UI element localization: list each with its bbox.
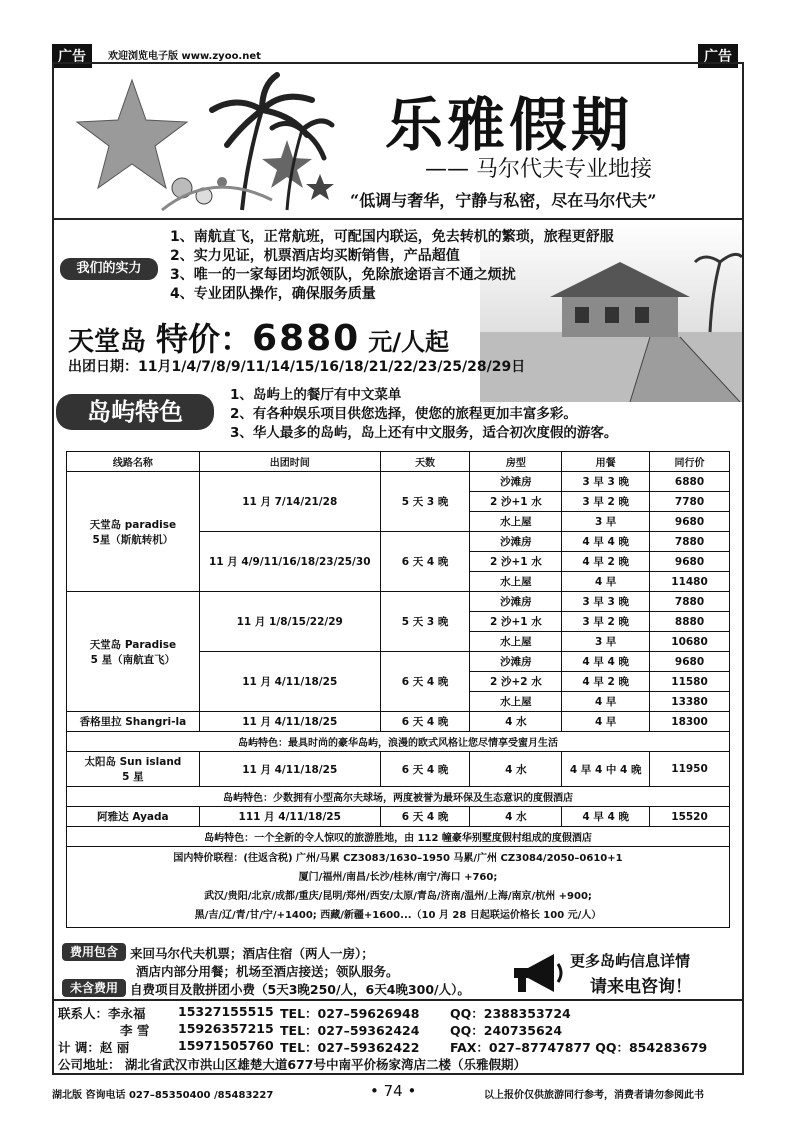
promo-line-2: 请来电咨询！	[590, 977, 692, 997]
contact-row	[58, 1004, 742, 1021]
meal-cell: 3 早 2 晚	[562, 492, 650, 512]
table-header-row	[67, 452, 730, 472]
route-name: 天堂岛 Paradise 5 星（南航直飞）	[67, 592, 200, 712]
fees-exclude-tag: 未含费用	[62, 979, 126, 997]
meal-cell: 4 早	[562, 712, 650, 732]
contact-person: 联系人：李永福	[58, 1006, 146, 1021]
price-cell: 7880	[650, 592, 730, 612]
contact-block	[58, 1004, 742, 1072]
strength-list	[170, 228, 730, 304]
offer-island: 天堂岛	[68, 327, 147, 357]
offer-special: 特价：	[156, 320, 253, 358]
table-row	[67, 807, 730, 827]
days-cell: 6 天 4 晚	[380, 532, 470, 592]
room-cell: 水上屋	[470, 692, 562, 712]
megaphone-icon	[506, 950, 566, 996]
room-cell: 水上屋	[470, 572, 562, 592]
ad-label-left: 广告	[52, 44, 92, 68]
departure-cell: 11 月 4/11/18/25	[199, 712, 380, 732]
price-cell: 8880	[650, 612, 730, 632]
price-cell: 9680	[650, 512, 730, 532]
price-cell: 18300	[650, 712, 730, 732]
price-offer	[68, 314, 449, 360]
contact-fax-qq: FAX：027–87747877 QQ：854283679	[450, 1040, 708, 1055]
room-cell: 沙滩房	[470, 532, 562, 552]
meal-cell: 4 早 4 晚	[562, 652, 650, 672]
column-header: 同行价	[650, 452, 730, 472]
contact-mobile: 15926357215	[178, 1021, 274, 1036]
price-cell: 9680	[650, 652, 730, 672]
contact-tel: TEL：027–59362424	[280, 1023, 420, 1038]
page-number: • 74 •	[370, 1082, 417, 1100]
domestic-line: 武汉/贵阳/北京/成都/重庆/昆明/郑州/西安/太原/青岛/济南/温州/上海/南京/杭州 +900;	[204, 891, 592, 902]
domestic-connection-row	[67, 847, 730, 928]
meal-cell: 3 早	[562, 632, 650, 652]
room-cell: 沙滩房	[470, 472, 562, 492]
departure-cell: 11 月 4/11/18/25	[199, 752, 380, 787]
table-note-row	[67, 732, 730, 752]
price-cell: 10680	[650, 632, 730, 652]
contact-qq: QQ：2388353724	[450, 1006, 571, 1021]
contact-row	[58, 1038, 742, 1055]
feature-item: 3、华人最多的岛屿，岛上还有中文服务，适合初次度假的游客。	[230, 425, 618, 441]
room-cell: 2 沙+1 水	[470, 552, 562, 572]
meal-cell: 4 早 2 晚	[562, 552, 650, 572]
meal-cell: 3 早 2 晚	[562, 612, 650, 632]
room-cell: 4 水	[470, 752, 562, 787]
strength-tag: 我们的实力	[60, 258, 158, 280]
departure-dates: 出团日期：11月1/4/7/8/9/11/14/15/16/18/21/22/23/25/28/29日	[68, 359, 526, 375]
meal-cell: 3 早 3 晚	[562, 592, 650, 612]
fees-include-text: 来回马尔代夫机票；酒店住宿（两人一房）；	[130, 946, 374, 961]
table-row	[67, 472, 730, 492]
price-cell: 11480	[650, 572, 730, 592]
strength-item: 1、南航直飞，正常航班，可配国内联运，免去转机的繁琐，旅程更舒服	[170, 229, 614, 245]
domestic-line: 厦门/福州/南昌/长沙/桂林/南宁/海口 +760;	[298, 872, 498, 883]
footer-right: 以上报价仅供旅游同行参考，消费者请勿参阅此书	[484, 1090, 704, 1101]
island-note: 岛屿特色：少数拥有小型高尔夫球场，两度被誉为最环保及生态意识的度假酒店	[67, 787, 730, 807]
price-cell: 9680	[650, 552, 730, 572]
days-cell: 6 天 4 晚	[380, 807, 470, 827]
offer-price: 6880	[252, 318, 361, 359]
price-cell: 7780	[650, 492, 730, 512]
route-name: 香格里拉 Shangri-la	[67, 712, 200, 732]
room-cell: 沙滩房	[470, 592, 562, 612]
days-cell: 6 天 4 晚	[380, 752, 470, 787]
column-header: 出团时间	[199, 452, 380, 472]
departure-cell: 11 月 4/11/18/25	[199, 652, 380, 712]
route-name: 阿雅达 Ayada	[67, 807, 200, 827]
column-header: 用餐	[562, 452, 650, 472]
column-header: 房型	[470, 452, 562, 472]
contact-person: 计 调：赵 丽	[58, 1040, 130, 1055]
room-cell: 沙滩房	[470, 652, 562, 672]
contact-row	[58, 1021, 742, 1038]
price-cell: 11580	[650, 672, 730, 692]
offer-unit: 元/人起	[368, 328, 449, 356]
island-note: 岛屿特色：最具时尚的豪华岛屿，浪漫的欧式风格让您尽情享受蜜月生活	[67, 732, 730, 752]
price-cell: 7880	[650, 532, 730, 552]
route-name: 太阳岛 Sun island 5 星	[67, 752, 200, 787]
meal-cell: 4 早 4 晚	[562, 532, 650, 552]
palm-starfish-illustration	[62, 70, 342, 220]
table-row	[67, 712, 730, 732]
days-cell: 5 天 3 晚	[380, 592, 470, 652]
brand-slogan: “低调与奢华，宁静与私密，尽在马尔代夫”	[350, 191, 657, 210]
section-divider	[52, 218, 744, 220]
room-cell: 水上屋	[470, 632, 562, 652]
strength-item: 4、专业团队操作，确保服务质量	[170, 286, 376, 302]
island-note: 岛屿特色：一个全新的令人惊叹的旅游胜地，由 112 幢豪华别墅度假村组成的度假酒店	[67, 827, 730, 847]
contact-qq: QQ：240735624	[450, 1023, 563, 1038]
meal-cell: 3 早 3 晚	[562, 472, 650, 492]
room-cell: 4 水	[470, 807, 562, 827]
ad-label-right: 广告	[698, 44, 738, 68]
departure-cell: 111 月 4/11/18/25	[199, 807, 380, 827]
days-cell: 5 天 3 晚	[380, 472, 470, 532]
meal-cell: 4 早 2 晚	[562, 672, 650, 692]
contact-person: 李 雪	[120, 1023, 150, 1038]
welcome-text: 欢迎浏览电子版 www.zyoo.net	[108, 51, 261, 62]
strength-item: 2、实力见证，机票酒店均买断销售，产品超值	[170, 248, 460, 264]
contact-divider	[52, 999, 744, 1001]
contact-mobile: 15327155515	[178, 1004, 274, 1019]
brand-title: 乐雅假期	[385, 91, 634, 159]
table-row	[67, 592, 730, 612]
contact-tel: TEL：027–59362422	[280, 1040, 420, 1055]
domestic-line: 国内特价联程：(往返含税) 广州/马累 CZ3083/1630–1950 马累/广州 CZ3084/2050–0610+1	[173, 853, 623, 864]
fees-include-text-2: 酒店内部分用餐；机场至酒店接送；领队服务。	[136, 964, 399, 979]
room-cell: 2 沙+1 水	[470, 492, 562, 512]
days-cell: 6 天 4 晚	[380, 712, 470, 732]
meal-cell: 4 早	[562, 692, 650, 712]
fees-include-tag: 费用包含	[62, 943, 126, 961]
table-note-row	[67, 827, 730, 847]
contact-tel: TEL：027–59626948	[280, 1006, 420, 1021]
price-cell: 13380	[650, 692, 730, 712]
features-tag: 岛屿特色	[56, 394, 214, 430]
departure-cell: 11 月 1/8/15/22/29	[199, 592, 380, 652]
company-address: 公司地址： 湖北省武汉市洪山区雄楚大道677号中南平价杨家湾店二楼（乐雅假期）	[58, 1057, 526, 1072]
room-cell: 2 沙+2 水	[470, 672, 562, 692]
room-cell: 水上屋	[470, 512, 562, 532]
price-cell: 11950	[650, 752, 730, 787]
room-cell: 2 沙+1 水	[470, 612, 562, 632]
strength-item: 3、唯一的一家每团均派领队，免除旅途语言不通之烦扰	[170, 267, 516, 283]
departure-cell: 11 月 4/9/11/16/18/23/25/30	[199, 532, 380, 592]
tour-price-table	[66, 451, 730, 928]
brand-subtitle: —— 马尔代夫专业地接	[425, 157, 652, 182]
price-cell: 6880	[650, 472, 730, 492]
column-header: 天数	[380, 452, 470, 472]
contact-mobile: 15971505760	[178, 1038, 274, 1053]
price-cell: 15520	[650, 807, 730, 827]
feature-item: 1、岛屿上的餐厅有中文菜单	[230, 387, 402, 403]
route-name: 天堂岛 paradise 5星（斯航转机）	[67, 472, 200, 592]
feature-item: 2、有各种娱乐项目供您选择，使您的旅程更加丰富多彩。	[230, 406, 577, 422]
domestic-connection	[67, 847, 730, 928]
meal-cell: 4 早 4 晚	[562, 807, 650, 827]
footer-left: 湖北版 咨询电话 027–85350400 /85483227	[52, 1090, 274, 1101]
meal-cell: 3 早	[562, 512, 650, 532]
domestic-line: 黑/吉/辽/青/甘/宁/+1400; 西藏/新疆+1600...（10 月 28 日起联运价格长 100 元/人）	[194, 910, 602, 921]
days-cell: 6 天 4 晚	[380, 652, 470, 712]
departure-cell: 11 月 7/14/21/28	[199, 472, 380, 532]
features-list	[230, 386, 740, 443]
meal-cell: 4 早 4 中 4 晚	[562, 752, 650, 787]
table-note-row	[67, 787, 730, 807]
room-cell: 4 水	[470, 712, 562, 732]
column-header: 线路名称	[67, 452, 200, 472]
promo-line-1: 更多岛屿信息详情	[570, 952, 691, 970]
table-row	[67, 752, 730, 787]
meal-cell: 4 早	[562, 572, 650, 592]
fees-exclude-text: 自费项目及散拼团小费（5天3晚250/人，6天4晚300/人）。	[130, 982, 470, 997]
